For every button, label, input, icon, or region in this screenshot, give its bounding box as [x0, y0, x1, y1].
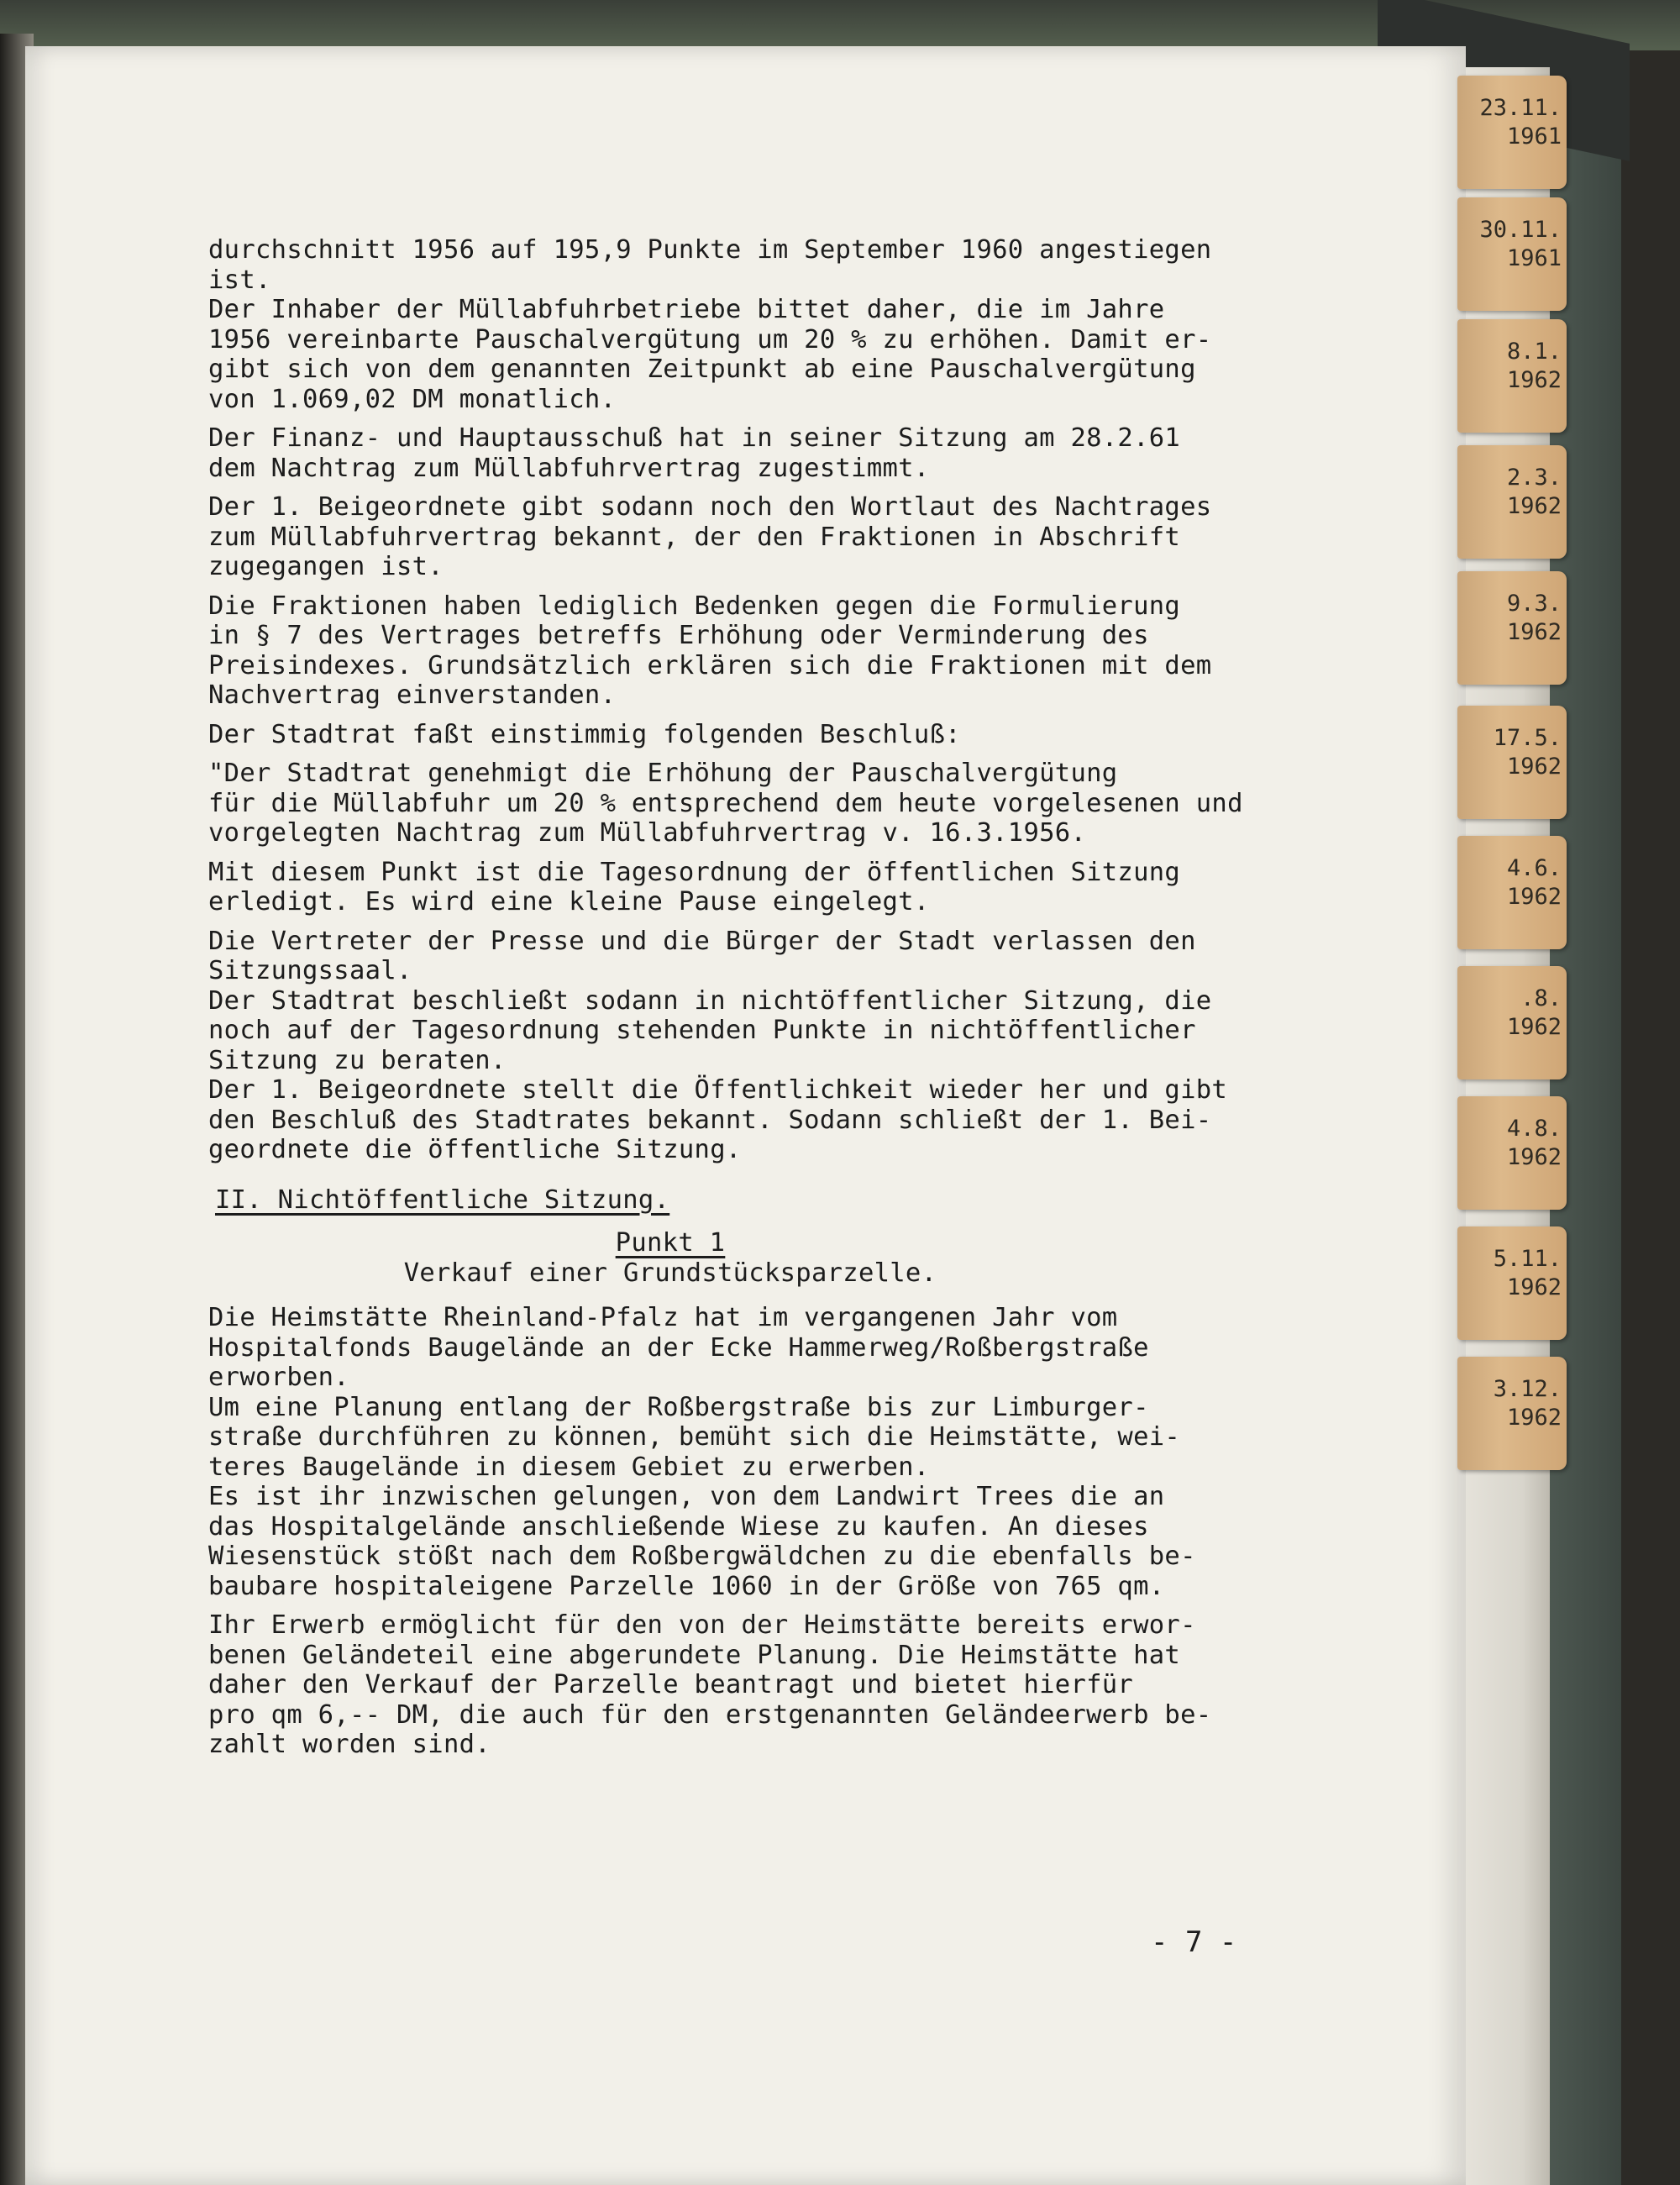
date-tab-year: 1962	[1506, 754, 1562, 780]
date-tab-day: 4.6.	[1506, 855, 1562, 881]
date-tab-day: 5.11.	[1493, 1246, 1562, 1272]
date-tab-year: 1962	[1506, 1405, 1562, 1431]
date-tab-day: 30.11.	[1479, 217, 1562, 243]
paragraph: Der Stadtrat beschließt sodann in nichtöffentlicher Sitzung, die noch auf der Tagesordnung stehenden Punkte in nichtöffentlicher Sitzung zu beraten. Der 1. Beigeordnete stellt die Öffentlichkeit wieder her und gibt den Beschluß des Stadtrates bekannt. Sodann schließt der 1. Bei- geordnete die öffentliche Sitzung.	[208, 985, 1228, 1164]
paragraph: Der Finanz- und Hauptausschuß hat in seiner Sitzung am 28.2.61 dem Nachtrag zum Müllabfuhrvertrag zugestimmt.	[208, 423, 1181, 483]
date-tab	[1457, 966, 1567, 1079]
paragraph: Die Fraktionen haben lediglich Bedenken gegen die Formulierung in § 7 des Vertrages betreffs Erhöhung oder Verminderung des Preisindexes. Grundsätzlich erklären sich die Fraktionen mit dem Nachvertrag einverstanden.	[208, 591, 1212, 710]
date-tab	[1457, 445, 1567, 559]
date-tab-year: 1962	[1506, 1144, 1562, 1170]
resolution-quote: "Der Stadtrat genehmigt die Erhöhung der Pauschalvergütung für die Müllabfuhr um 20 % entsprechend dem heute vorgelesenen und vorgelegten Nachtrag zum Müllabfuhrvertrag v. 16.3.1956.	[208, 759, 1243, 848]
date-tab-year: 1961	[1506, 123, 1562, 150]
date-tab-day: 3.12.	[1493, 1376, 1562, 1402]
page-text	[208, 235, 1435, 1769]
section-heading: II. Nichtöffentliche Sitzung.	[215, 1184, 670, 1215]
date-tab	[1457, 1357, 1567, 1470]
date-tab	[1457, 319, 1567, 433]
paragraph: Mit diesem Punkt ist die Tagesordnung der öffentlichen Sitzung erledigt. Es wird eine kleine Pause eingelegt.	[208, 857, 1181, 917]
paragraph: Ihr Erwerb ermöglicht für den von der Heimstätte bereits erwor- benen Geländeteil eine abgerundete Planung. Die Heimstätte hat daher den Verkauf der Parzelle beantragt und bietet hierfür pro qm 6,-- DM, die auch für den erstgenannten Geländeerwerb be- zahlt worden sind.	[208, 1610, 1212, 1759]
date-tab	[1457, 1226, 1567, 1340]
paragraph: durchschnitt 1956 auf 195,9 Punkte im September 1960 angestiegen ist.	[208, 235, 1212, 295]
date-tab	[1457, 1096, 1567, 1210]
date-tab	[1457, 197, 1567, 311]
date-tab-year: 1962	[1506, 884, 1562, 910]
date-tab-day: 23.11.	[1479, 95, 1562, 121]
agenda-item-title: Punkt 1	[615, 1228, 726, 1258]
paragraph: Der Inhaber der Müllabfuhrbetriebe bittet daher, die im Jahre 1956 vereinbarte Pauschalvergütung um 20 % zu erhöhen. Damit er- gibt sich von dem genannten Zeitpunkt ab eine Pauschalvergütung von 1.069,02 DM monatlich.	[208, 295, 1212, 414]
page-number: - 7 -	[1151, 1925, 1237, 1959]
date-tab	[1457, 706, 1567, 819]
date-tab-year: 1962	[1506, 1014, 1562, 1040]
date-tab-year: 1962	[1506, 1274, 1562, 1300]
paragraph: Die Vertreter der Presse und die Bürger der Stadt verlassen den Sitzungssaal.	[208, 926, 1196, 985]
date-tab-year: 1962	[1506, 367, 1562, 393]
date-tab-year: 1962	[1506, 619, 1562, 645]
paragraph-group-nonpublic	[208, 1303, 1435, 1760]
paragraph: Der 1. Beigeordnete gibt sodann noch den Wortlaut des Nachtrages zum Müllabfuhrvertrag bekannt, der den Fraktionen in Abschrift zugegangen ist.	[208, 492, 1212, 581]
paragraph: Der Stadtrat faßt einstimmig folgenden Beschluß:	[208, 719, 961, 749]
date-tab-day: .8.	[1520, 985, 1562, 1011]
date-tab	[1457, 76, 1567, 189]
paragraph: Die Heimstätte Rheinland-Pfalz hat im vergangenen Jahr vom Hospitalfonds Baugelände an der Ecke Hammerweg/Roßbergstraße erworben. Um eine Planung entlang der Roßbergstraße bis zur Limburger- straße durchführen zu können, bemüht sich die Heimstätte, wei- teres Baugelände in diesem Gebiet zu erwerben. Es ist ihr inzwischen gelungen, von dem Landwirt Trees die an das Hospitalgelände anschließende Wiese zu kaufen. An dieses Wiesenstück stößt nach dem Roßbergwäldchen zu die ebenfalls be- baubare hospitaleigene Parzelle 1060 in der Größe von 765 qm.	[208, 1303, 1196, 1601]
date-tab-day: 4.8.	[1506, 1116, 1562, 1142]
date-tab-day: 9.3.	[1506, 591, 1562, 617]
date-tab-day: 8.1.	[1506, 339, 1562, 365]
date-tab-year: 1961	[1506, 245, 1562, 271]
paragraph-group-public	[208, 235, 1435, 1165]
date-tab	[1457, 571, 1567, 685]
date-tab-day: 17.5.	[1493, 725, 1562, 751]
date-tab-year: 1962	[1506, 493, 1562, 519]
date-tab-day: 2.3.	[1506, 465, 1562, 491]
date-tab	[1457, 836, 1567, 949]
agenda-item-subtitle: Verkauf einer Grundstücksparzelle.	[403, 1258, 937, 1288]
